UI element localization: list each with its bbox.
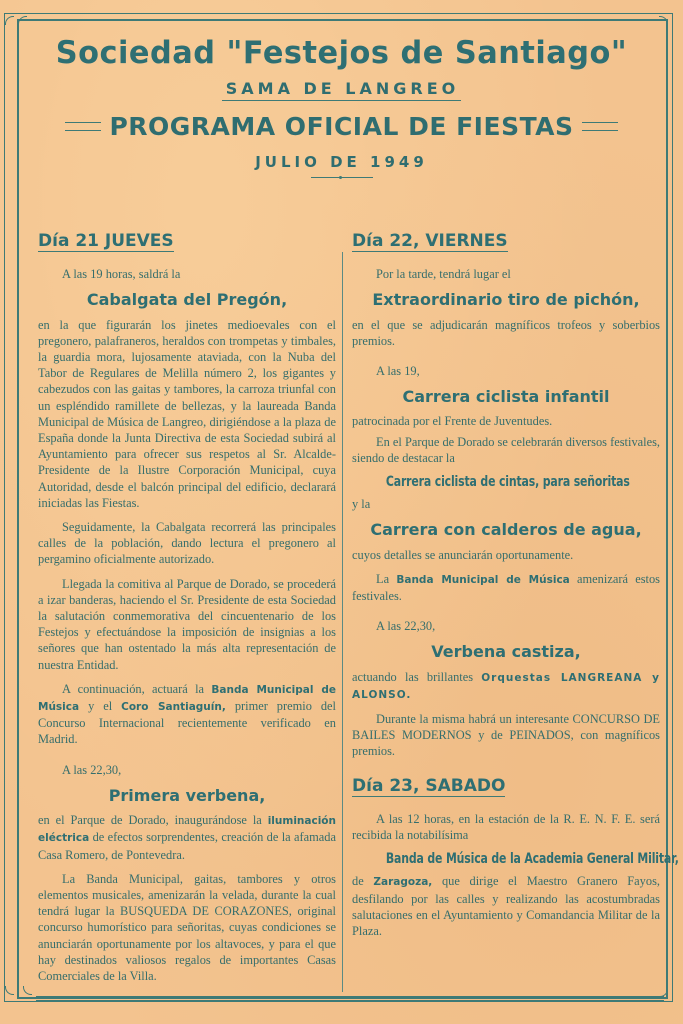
- paragraph: Llegada la comitiva al Parque de Dorado, se procederá a izar banderas, haciendo el Sr. Presidente de esta Sociedad la salutación conmemorativa del cincuentenario de los Festejos y efectuándose la imposición de insignias a los señores que han ostentado la más alta representación de nuestra Entidad.: [38, 576, 336, 672]
- paragraph: Durante la misma habrá un interesante CONCURSO DE BAILES MODERNOS y de PEINADOS, con magníficos premios.: [352, 712, 660, 759]
- paragraph: en el que se adjudicarán magníficos trofeos y soberbios premios.: [352, 317, 660, 348]
- decorative-lines: [582, 122, 618, 131]
- paragraph: y la: [352, 497, 371, 512]
- event-title: Carrera con calderos de agua,: [370, 520, 642, 540]
- paragraph: en la que figurarán los jinetes medioevales con el pregonero, palafraneros, heraldos con trompetas y timbales, la guardia mora, lujosamente ataviada, con la Nuba del Tabor de Regulares de Melilla número 2, los gigantes y cabezudos con las gaitas y tambores, la carroza triunfal con un espléndido ramillete de bellezas, y la laureada Banda Municipal de Música de Langreo, dirigiéndose a la plaza de España donde la Junta Directiva de esta Sociedad subirá al Ayuntamiento para ofrecer sus respetos al Sr. Alcalde-Presidente de la Ilustre Corporación Municipal, cuya Autoridad, desde el balcón principal del edificio, declarará iniciadas las Fiestas.: [38, 317, 336, 510]
- event-title: Carrera ciclista de cintas, para señoritas: [385, 474, 630, 491]
- text: que dirige el Maestro Granero Fayos, desfilando por las calles y realizando las acostumbradas salutaciones en el Ayuntamiento y Comandancia Militar de la Plaza.: [352, 874, 660, 939]
- bold-text: Banda Municipal de Música: [396, 573, 570, 586]
- text: de: [352, 874, 364, 889]
- text: A continuación, actuará la: [62, 681, 205, 696]
- event-title: Primera verbena,: [108, 785, 266, 805]
- event-title: Cabalgata del Pregón,: [86, 290, 288, 310]
- paragraph: En el Parque de Dorado se celebrarán diversos festivales, siendo de destacar la: [352, 434, 660, 465]
- bold-text: iluminación eléctrica: [38, 815, 336, 845]
- day-heading: Día 21 JUEVES: [38, 231, 174, 251]
- day-22-23-column: [352, 231, 679, 939]
- column-divider: [342, 252, 343, 992]
- ornamental-rule: [311, 177, 373, 178]
- time-text: Por la tarde, tendrá lugar el: [376, 267, 511, 282]
- bold-text: Orquestas LANGREANA y ALONSO.: [352, 671, 660, 701]
- decorative-lines: [65, 122, 101, 131]
- program-title: PROGRAMA OFICIAL DE FIESTAS: [109, 112, 574, 141]
- day-heading: Día 22, VIERNES: [352, 231, 508, 251]
- text: en el Parque de Dorado, inaugurándose la: [38, 813, 262, 828]
- time-text: A las 22,30,: [62, 762, 122, 777]
- text: amenizará estos festivales.: [352, 571, 660, 604]
- paragraph: Seguidamente, la Cabalgata recorrerá las principales calles de la población, dando lectura el pregonero al pergamino oficialmente autorizado.: [38, 520, 336, 567]
- town-subtitle: SAMA DE LANGREO: [222, 79, 462, 101]
- paragraph: [352, 873, 660, 939]
- text: La: [376, 571, 390, 586]
- time-text: A las 19 horas, saldrá la: [62, 267, 181, 282]
- event-title: Carrera ciclista infantil: [402, 387, 610, 407]
- time-text: A las 22,30,: [376, 619, 436, 634]
- paragraph: [38, 812, 336, 863]
- corner-ornament: [5, 16, 14, 25]
- text: actuando las brillantes: [352, 669, 474, 684]
- paragraph: cuyos detalles se anunciarán oportunamente.: [352, 547, 574, 562]
- program-heading-row: [20, 112, 663, 141]
- day-heading: Día 23, SABADO: [352, 775, 506, 796]
- event-title: Verbena castiza,: [431, 642, 581, 662]
- text: primer premio del Concurso Internacional recientemente verificado en Madrid.: [38, 699, 336, 747]
- time-text: A las 19,: [376, 364, 420, 379]
- society-title: Sociedad "Festejos de Santiago": [55, 35, 628, 71]
- bold-text: Coro Santiaguín,: [121, 701, 226, 714]
- bold-text: Banda Municipal de Música: [38, 683, 337, 714]
- day-21-column: [38, 233, 336, 984]
- bold-text: Zaragoza,: [373, 876, 433, 889]
- paragraph: A las 12 horas, en la estación de la R. E. N. F. E. será recibida la notabilísima: [352, 811, 660, 843]
- paragraph: [352, 571, 660, 604]
- poster-header: [20, 20, 663, 178]
- program-date: JULIO DE 1949: [255, 153, 428, 171]
- event-title: Banda de Música de la Academia General Militar,: [385, 851, 679, 868]
- paragraph: [352, 669, 660, 703]
- paragraph: patrocinada por el Frente de Juventudes.: [352, 414, 553, 429]
- text: y el: [88, 699, 113, 714]
- event-title: Extraordinario tiro de pichón,: [372, 290, 640, 310]
- text: de efectos sorprendentes, creación de la afamada Casa Romero, de Pontevedra.: [38, 830, 336, 862]
- paragraph: [38, 681, 336, 748]
- paragraph: La Banda Municipal, gaitas, tambores y otros elementos musicales, amenizarán la velada, durante la cual tendrá lugar la BUSQUEDA DE CORAZONES, original concurso humorístico para señoritas, cuyas condiciones se anunciarán oportunamente por los altavoces, y para el que hay destinados valiosos regalos de importantes Casas Comerciales de la Villa.: [38, 871, 336, 983]
- bottom-rule: [36, 996, 664, 1001]
